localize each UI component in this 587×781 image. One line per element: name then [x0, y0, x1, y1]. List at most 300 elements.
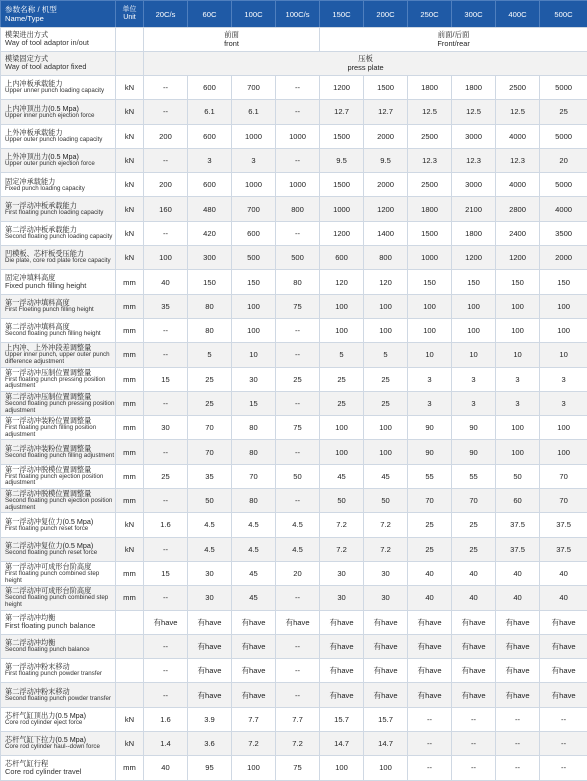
value-cell: 7.2 [320, 537, 364, 561]
value-cell: 有have [452, 683, 496, 707]
param-name-cn: 第二浮动冲粉末移动 [5, 688, 115, 696]
param-name-en: Upper outer punch ejection force [5, 161, 115, 168]
value-cell: 1000 [276, 173, 320, 197]
param-name-en: First Floeting punch filling height [5, 307, 115, 314]
value-cell: 800 [276, 197, 320, 221]
value-cell: 30 [188, 586, 232, 610]
value-cell: -- [144, 391, 188, 415]
value-cell: 150 [452, 270, 496, 294]
param-name-cn: 第一浮动冲复位力(0.5 Mpa) [5, 518, 115, 526]
value-cell: 2500 [408, 173, 452, 197]
unit-cell: kN [116, 221, 144, 245]
value-cell: 500 [276, 246, 320, 270]
value-cell: -- [408, 707, 452, 731]
value-cell: -- [144, 318, 188, 342]
unit-cell [116, 610, 144, 634]
value-cell: 1800 [408, 197, 452, 221]
param-name-cell [1, 416, 116, 440]
value-cell: 7.2 [276, 732, 320, 756]
param-name-en: Second floating punch filling height [5, 331, 115, 338]
value-cell: 30 [188, 561, 232, 585]
param-name-cn: 第二浮动冲装粉位置调整量 [5, 445, 115, 453]
table-row [1, 659, 587, 683]
value-cell: 70 [540, 464, 587, 488]
param-name-cn: 第一浮动冲可成形台阶高度 [5, 563, 115, 571]
unit-cell [116, 683, 144, 707]
param-name-cell [1, 634, 116, 658]
param-name-cell [1, 294, 116, 318]
value-cell: 1200 [496, 246, 540, 270]
value-cell: 90 [408, 440, 452, 464]
value-cell: 600 [320, 246, 364, 270]
value-cell: 45 [364, 464, 408, 488]
value-cell: 2100 [452, 197, 496, 221]
unit-cell: kN [116, 197, 144, 221]
value-cell: 200 [144, 173, 188, 197]
value-cell: 90 [452, 440, 496, 464]
value-cell: 150 [540, 270, 587, 294]
value-cell: 70 [188, 440, 232, 464]
value-cell: 12.3 [452, 148, 496, 172]
value-cell: 25 [276, 367, 320, 391]
param-name-cn: 第一浮动冲均衡 [5, 614, 115, 622]
param-name-en: Second floating punch reset force [5, 550, 115, 557]
header-name-cell [1, 1, 116, 28]
param-name-cn: 上内冲顶出力(0.5 Mpa) [5, 105, 115, 113]
value-cell: 有have [364, 634, 408, 658]
value-cell: 有have [232, 610, 276, 634]
value-cell: 2000 [364, 124, 408, 148]
param-name-cell [1, 148, 116, 172]
unit-cell: mm [116, 416, 144, 440]
value-cell: 100 [232, 294, 276, 318]
value-cell: 50 [320, 489, 364, 513]
table-row [1, 318, 587, 342]
value-cell: 15.7 [364, 707, 408, 731]
param-name-en: First floating punch pressing position adjustment [5, 377, 115, 390]
value-cell: 有have [540, 610, 587, 634]
value-cell: -- [276, 586, 320, 610]
param-name-cn: 第二浮动冲填料高度 [5, 323, 115, 331]
param-name-cell [1, 513, 116, 537]
value-cell: 有have [540, 634, 587, 658]
value-cell: 有have [232, 683, 276, 707]
value-cell: 40 [452, 561, 496, 585]
param-name-en: Core rod cylinder eject force [5, 720, 115, 727]
param-name-en: First floating punch filling position adjustment [5, 425, 115, 438]
value-cell: 100 [452, 318, 496, 342]
value-cell: 12.5 [452, 100, 496, 124]
value-cell: 100 [232, 318, 276, 342]
value-cell: 1.4 [144, 732, 188, 756]
unit-cell: mm [116, 391, 144, 415]
param-name-cell [1, 440, 116, 464]
param-name-cn: 凹模板、芯杆板受压能力 [5, 250, 115, 258]
param-name-cell [1, 489, 116, 513]
value-cell: 1500 [320, 173, 364, 197]
unit-cell: mm [116, 343, 144, 367]
value-cell: 1200 [452, 246, 496, 270]
value-cell: 有have [496, 610, 540, 634]
value-cell: -- [276, 221, 320, 245]
value-cell: 2500 [496, 76, 540, 100]
value-cell: -- [144, 659, 188, 683]
value-cell: 100 [540, 318, 587, 342]
merged-value-cell [320, 28, 587, 52]
param-name-en: Upper inner punch, upper outer punch difference adjustment [5, 352, 115, 365]
value-cell: -- [276, 76, 320, 100]
value-cell: 25 [144, 464, 188, 488]
value-cell: -- [540, 707, 587, 731]
value-cell: -- [144, 537, 188, 561]
header-name-cn: 参数名称 / 机型 [5, 5, 115, 14]
value-cell: 100 [144, 246, 188, 270]
value-cell: -- [452, 756, 496, 780]
value-cell: 40 [496, 561, 540, 585]
value-cell: 有have [408, 610, 452, 634]
value-cell: 100 [540, 294, 587, 318]
value-cell: 90 [408, 416, 452, 440]
value-cell: 80 [232, 440, 276, 464]
param-name-cn: 上外冲顶出力(0.5 Mpa) [5, 153, 115, 161]
value-cell: 600 [188, 76, 232, 100]
value-cell: 25 [188, 367, 232, 391]
value-cell: 600 [232, 221, 276, 245]
value-cell: 12.7 [364, 100, 408, 124]
value-cell: 40 [408, 586, 452, 610]
value-cell: 1500 [408, 221, 452, 245]
param-name-en: Second floating punch balance [5, 647, 115, 654]
value-cell: 1800 [452, 76, 496, 100]
param-name-en: Second floating punch loading capacity [5, 234, 115, 241]
value-cell: -- [408, 732, 452, 756]
value-cell: 有have [452, 610, 496, 634]
value-cell: 4000 [496, 173, 540, 197]
value-cell: -- [276, 634, 320, 658]
value-cell: 4000 [496, 124, 540, 148]
value-cell: 50 [364, 489, 408, 513]
value-cell: 100 [320, 440, 364, 464]
value-cell: -- [540, 756, 587, 780]
value-cell: 12.5 [496, 100, 540, 124]
param-name-cn: 第一浮动冲装粉位置调整量 [5, 417, 115, 425]
value-cell: -- [276, 391, 320, 415]
table-row [1, 537, 587, 561]
value-cell: -- [276, 683, 320, 707]
value-cell: 有have [364, 610, 408, 634]
header-model: 300C [452, 1, 496, 28]
value-cell: 150 [232, 270, 276, 294]
value-cell: 70 [408, 489, 452, 513]
value-cell: 5 [320, 343, 364, 367]
unit-cell: kN [116, 76, 144, 100]
param-name-en: Second floating punch powder transfer [5, 696, 115, 703]
param-name-cn: 第二浮动冲复位力(0.5 Mpa) [5, 542, 115, 550]
value-cell: 有have [232, 659, 276, 683]
value-cell: 15 [144, 367, 188, 391]
value-cell: 40 [144, 756, 188, 780]
value-cell: 有have [364, 659, 408, 683]
value-cell: 80 [232, 416, 276, 440]
param-name-en: Way of tool adaptor fixed [5, 63, 115, 72]
value-cell: 7.2 [364, 537, 408, 561]
param-name-en: Second floating punch filling adjustment [5, 453, 115, 460]
value-cell: 3 [452, 391, 496, 415]
merged-value-en: front [144, 40, 319, 49]
value-cell: 有have [408, 634, 452, 658]
value-cell: 75 [276, 416, 320, 440]
value-cell: 120 [320, 270, 364, 294]
param-name-cell [1, 28, 116, 52]
value-cell: 有have [364, 683, 408, 707]
param-name-cell [1, 124, 116, 148]
param-name-cn: 上内冲板承载能力 [5, 80, 115, 88]
value-cell: 有have [452, 659, 496, 683]
value-cell: 1000 [320, 197, 364, 221]
value-cell: 10 [496, 343, 540, 367]
header-model: 200C [364, 1, 408, 28]
value-cell: 有have [320, 683, 364, 707]
header-model: 60C [188, 1, 232, 28]
value-cell: 100 [364, 756, 408, 780]
value-cell: 1200 [320, 221, 364, 245]
unit-cell: mm [116, 489, 144, 513]
unit-cell: kN [116, 173, 144, 197]
param-name-cell [1, 318, 116, 342]
param-name-en: Upper inner punch ejection force [5, 113, 115, 120]
param-name-cell [1, 197, 116, 221]
value-cell: 3.6 [188, 732, 232, 756]
value-cell: 80 [232, 489, 276, 513]
value-cell: 100 [320, 756, 364, 780]
table-row [1, 343, 587, 367]
param-name-en: Fixed punch filling height [5, 282, 115, 291]
param-name-cell [1, 173, 116, 197]
value-cell: 4000 [540, 197, 587, 221]
header-unit-cn: 单位 [116, 6, 143, 14]
param-name-en: Second floating punch pressing position adjustment [5, 401, 115, 414]
value-cell: 5 [364, 343, 408, 367]
header-model: 400C [496, 1, 540, 28]
param-name-en: Second floating punch combined step height [5, 595, 115, 608]
unit-cell: kN [116, 100, 144, 124]
value-cell: 80 [188, 294, 232, 318]
spec-table-body [0, 27, 587, 781]
table-row [1, 367, 587, 391]
merged-value-en: press plate [144, 64, 587, 73]
value-cell: -- [496, 756, 540, 780]
value-cell: -- [408, 756, 452, 780]
value-cell: 2500 [408, 124, 452, 148]
table-row [1, 173, 587, 197]
header-model: 250C [408, 1, 452, 28]
value-cell: 100 [496, 318, 540, 342]
table-row [1, 28, 587, 52]
param-name-en: Die plate, core rod plate force capacity [5, 258, 115, 265]
value-cell: 4.5 [188, 537, 232, 561]
value-cell: 50 [188, 489, 232, 513]
value-cell: 14.7 [364, 732, 408, 756]
value-cell: 15.7 [320, 707, 364, 731]
value-cell: 20 [276, 561, 320, 585]
merged-value-cn: 前面 [144, 31, 319, 40]
value-cell: 有have [320, 634, 364, 658]
header-model: 100C/s [276, 1, 320, 28]
value-cell: 500 [232, 246, 276, 270]
param-name-cell [1, 732, 116, 756]
param-name-en: Upper outer punch loading capacity [5, 137, 115, 144]
value-cell: 1400 [364, 221, 408, 245]
header-model: 500C [540, 1, 587, 28]
value-cell: -- [144, 634, 188, 658]
value-cell: 480 [188, 197, 232, 221]
value-cell: 1200 [320, 76, 364, 100]
value-cell: 1000 [408, 246, 452, 270]
value-cell: 5 [188, 343, 232, 367]
merged-value-cell [144, 28, 320, 52]
value-cell: 50 [496, 464, 540, 488]
table-row [1, 416, 587, 440]
param-name-en: First floating punch reset force [5, 526, 115, 533]
merged-value-en: Front/rear [320, 40, 587, 49]
value-cell: 25 [540, 100, 587, 124]
value-cell: -- [540, 732, 587, 756]
table-row [1, 52, 587, 76]
value-cell: 100 [540, 416, 587, 440]
value-cell: -- [144, 221, 188, 245]
value-cell: 9.5 [320, 148, 364, 172]
unit-cell: kN [116, 148, 144, 172]
value-cell: 1.6 [144, 707, 188, 731]
param-name-en: Way of tool adaptor in/out [5, 39, 115, 48]
value-cell: 有have [320, 610, 364, 634]
param-name-en: Second floating punch ejection position adjustment [5, 498, 115, 511]
param-name-cell [1, 270, 116, 294]
value-cell: 45 [320, 464, 364, 488]
param-name-cn: 芯杆气缸下拉力(0.5 Mpa) [5, 736, 115, 744]
value-cell: 3 [540, 367, 587, 391]
value-cell: 2000 [364, 173, 408, 197]
param-name-cell [1, 391, 116, 415]
param-name-cell [1, 367, 116, 391]
param-name-cn: 模架进出方式 [5, 31, 115, 39]
value-cell: 5000 [540, 76, 587, 100]
param-name-cn: 固定冲承载能力 [5, 178, 115, 186]
value-cell: 1800 [452, 221, 496, 245]
param-name-cell [1, 464, 116, 488]
value-cell: 100 [320, 416, 364, 440]
value-cell: 3000 [452, 124, 496, 148]
table-row [1, 561, 587, 585]
value-cell: 15 [144, 561, 188, 585]
value-cell: 100 [452, 294, 496, 318]
unit-cell: mm [116, 561, 144, 585]
value-cell: 150 [408, 270, 452, 294]
value-cell: 25 [452, 537, 496, 561]
unit-cell: mm [116, 367, 144, 391]
value-cell: 3 [496, 367, 540, 391]
value-cell: 100 [496, 440, 540, 464]
header-name-en: Name/Type [5, 14, 115, 23]
param-name-en: First floating punch powder transfer [5, 671, 115, 678]
value-cell: 55 [408, 464, 452, 488]
value-cell: -- [496, 707, 540, 731]
value-cell: 10 [232, 343, 276, 367]
value-cell: 有have [540, 659, 587, 683]
table-row [1, 732, 587, 756]
value-cell: 有have [320, 659, 364, 683]
value-cell: 12.7 [320, 100, 364, 124]
value-cell: 30 [364, 586, 408, 610]
param-name-cell [1, 343, 116, 367]
header-unit-en: Unit [116, 14, 143, 22]
table-row [1, 197, 587, 221]
value-cell: 12.3 [408, 148, 452, 172]
merged-value-cn: 前面/后面 [320, 31, 587, 40]
value-cell: 3 [540, 391, 587, 415]
value-cell: 9.5 [364, 148, 408, 172]
param-name-en: Core rod cylinder haul--down force [5, 744, 115, 751]
value-cell: 有have [496, 659, 540, 683]
value-cell: 70 [452, 489, 496, 513]
value-cell: 7.7 [232, 707, 276, 731]
value-cell: 1200 [364, 197, 408, 221]
unit-cell: mm [116, 440, 144, 464]
value-cell: 4.5 [188, 513, 232, 537]
value-cell: 600 [188, 124, 232, 148]
value-cell: 150 [496, 270, 540, 294]
value-cell: 50 [276, 464, 320, 488]
param-name-cell [1, 100, 116, 124]
header-model: 150C [320, 1, 364, 28]
value-cell: 15 [232, 391, 276, 415]
param-name-en: Upper unner punch loading capacity [5, 88, 115, 95]
value-cell: -- [276, 100, 320, 124]
value-cell: 150 [188, 270, 232, 294]
value-cell: 37.5 [496, 537, 540, 561]
value-cell: 40 [540, 586, 587, 610]
value-cell: 12.5 [408, 100, 452, 124]
table-row [1, 294, 587, 318]
value-cell: 100 [232, 756, 276, 780]
param-name-cn: 第一浮动冲板承载能力 [5, 202, 115, 210]
value-cell: 600 [188, 173, 232, 197]
param-name-cn: 第二浮动冲均衡 [5, 639, 115, 647]
value-cell: -- [144, 489, 188, 513]
unit-cell [116, 28, 144, 52]
unit-cell: mm [116, 270, 144, 294]
param-name-en: First floating punch loading capacity [5, 210, 115, 217]
value-cell: 4.5 [232, 513, 276, 537]
value-cell: 75 [276, 756, 320, 780]
value-cell: 100 [408, 294, 452, 318]
value-cell: 有have [188, 683, 232, 707]
value-cell: 100 [320, 294, 364, 318]
table-row [1, 100, 587, 124]
param-name-cn: 第二浮动冲可成形台阶高度 [5, 587, 115, 595]
value-cell: 100 [408, 318, 452, 342]
unit-cell: mm [116, 294, 144, 318]
value-cell: -- [452, 732, 496, 756]
header-model: 20C/s [144, 1, 188, 28]
value-cell: 20 [540, 148, 587, 172]
value-cell: 25 [188, 391, 232, 415]
unit-cell: mm [116, 318, 144, 342]
value-cell: 45 [232, 586, 276, 610]
value-cell: 700 [232, 76, 276, 100]
param-name-cell [1, 683, 116, 707]
value-cell: 100 [496, 416, 540, 440]
